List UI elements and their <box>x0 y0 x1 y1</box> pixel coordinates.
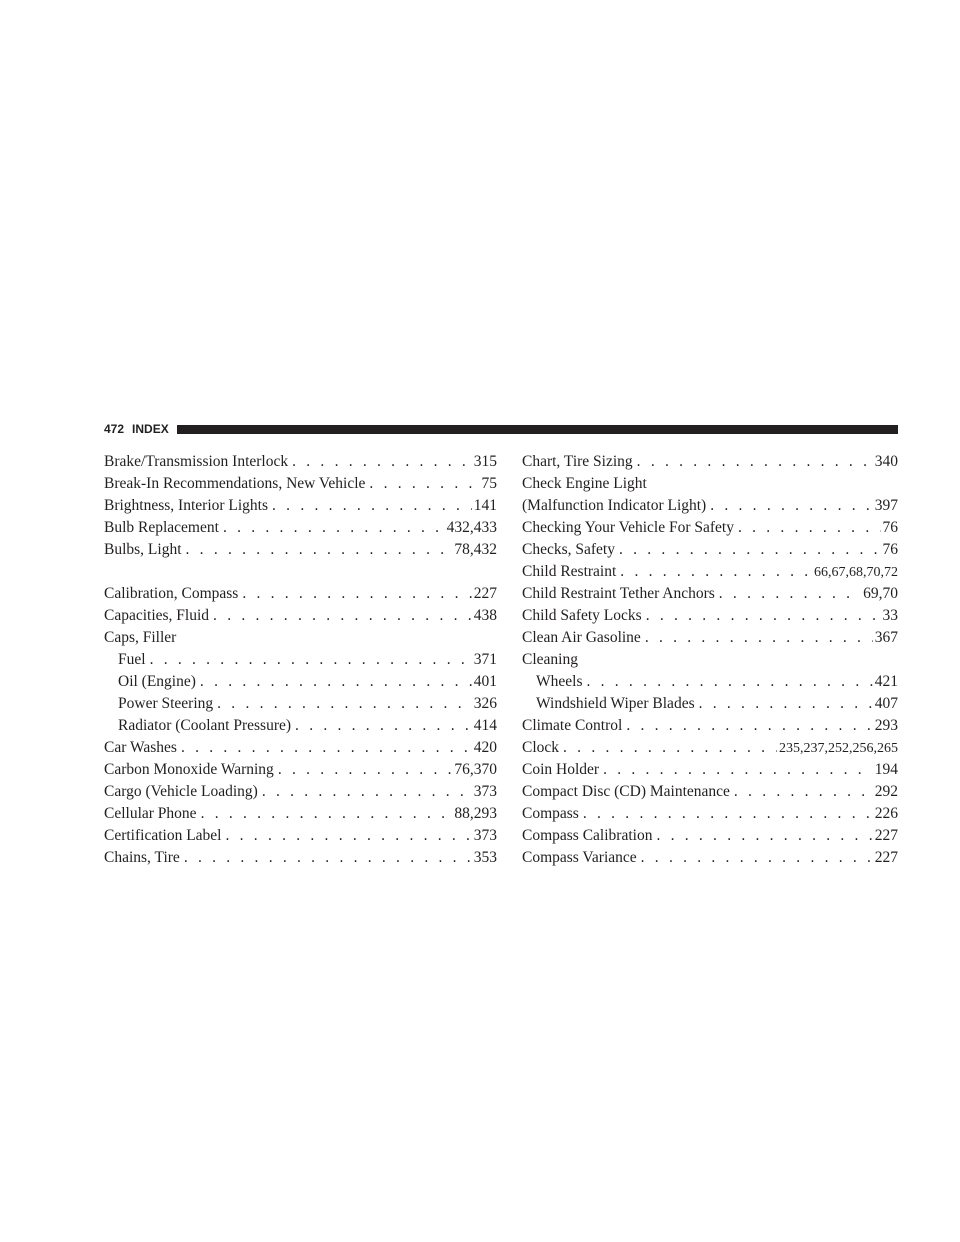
dot-leader <box>719 583 861 605</box>
index-entry <box>522 517 898 539</box>
entry-title: Coin Holder <box>522 761 600 778</box>
dot-leader <box>278 759 453 781</box>
section-title: INDEX <box>132 422 169 436</box>
dot-leader <box>563 737 777 759</box>
page-number: 472 <box>104 422 125 436</box>
index-entry <box>522 539 898 561</box>
dot-leader <box>738 517 881 539</box>
entry-title: Fuel <box>118 651 146 668</box>
dot-leader <box>603 759 873 781</box>
index-entry <box>104 781 497 803</box>
entry-page-ref: 194 <box>874 761 898 778</box>
dot-leader <box>710 495 873 517</box>
entry-page-ref: 76 <box>882 541 898 558</box>
entry-page-ref: 76 <box>882 519 898 536</box>
entry-page-ref: 371 <box>473 651 497 668</box>
dot-leader <box>583 803 873 825</box>
index-subentry <box>104 649 497 671</box>
entry-page-ref: 88,293 <box>454 805 497 822</box>
dot-leader <box>637 451 873 473</box>
dot-leader <box>213 605 472 627</box>
entry-page-ref: 326 <box>473 695 497 712</box>
entry-title: Chart, Tire Sizing <box>522 453 633 470</box>
dot-leader <box>699 693 873 715</box>
entry-page-ref: 373 <box>473 783 497 800</box>
entry-page-ref: 421 <box>874 673 898 690</box>
index-entry <box>522 759 898 781</box>
dot-leader <box>641 847 873 869</box>
entry-title: Compass Calibration <box>522 827 653 844</box>
entry-page-ref: 420 <box>473 739 497 756</box>
dot-leader <box>586 671 872 693</box>
dot-leader <box>181 737 472 759</box>
entry-page-ref: 69,70 <box>863 585 898 602</box>
entry-title: Chains, Tire <box>104 849 180 866</box>
entry-page-ref: 407 <box>874 695 898 712</box>
index-entry <box>522 451 898 473</box>
page-header <box>104 421 898 437</box>
index-spacer <box>104 561 497 583</box>
index-entry <box>522 825 898 847</box>
entry-title: Compass <box>522 805 579 822</box>
index-entry <box>104 847 497 869</box>
entry-title: Brightness, Interior Lights <box>104 497 269 514</box>
entry-title: Oil (Engine) <box>118 673 196 690</box>
dot-leader <box>656 825 872 847</box>
index-entry <box>522 737 898 759</box>
entry-title: Cellular Phone <box>104 805 197 822</box>
entry-title: Child Restraint Tether Anchors <box>522 585 715 602</box>
entry-page-ref: 315 <box>473 453 497 470</box>
entry-title: Power Steering <box>118 695 214 712</box>
entry-page-ref: 76,370 <box>454 761 497 778</box>
header-rule <box>177 425 898 434</box>
entry-page-ref: 432,433 <box>446 519 497 536</box>
index-entry <box>522 605 898 627</box>
dot-leader <box>184 847 472 869</box>
dot-leader <box>292 451 472 473</box>
entry-title: Bulbs, Light <box>104 541 182 558</box>
dot-leader <box>272 495 472 517</box>
entry-title: Compact Disc (CD) Maintenance <box>522 783 730 800</box>
index-subentry <box>104 671 497 693</box>
entry-page-ref: 141 <box>473 497 497 514</box>
entry-title: Certification Label <box>104 827 222 844</box>
index-entry <box>104 473 497 495</box>
dot-leader <box>645 627 873 649</box>
dot-leader <box>217 693 472 715</box>
index-subentry <box>104 693 497 715</box>
entry-page-ref: 226 <box>874 805 898 822</box>
dot-leader <box>200 671 472 693</box>
dot-leader <box>262 781 472 803</box>
dot-leader <box>626 715 872 737</box>
index-entry <box>522 715 898 737</box>
index-entry <box>522 803 898 825</box>
entry-page-ref: 438 <box>473 607 497 624</box>
dot-leader <box>223 517 445 539</box>
index-entry <box>104 583 497 605</box>
entry-title: Checks, Safety <box>522 541 615 558</box>
entry-title: Carbon Monoxide Warning <box>104 761 274 778</box>
entry-title: Car Washes <box>104 739 177 756</box>
index-entry <box>104 495 497 517</box>
entry-page-ref: 33 <box>882 607 898 624</box>
entry-page-ref: 373 <box>473 827 497 844</box>
entry-title: (Malfunction Indicator Light) <box>522 497 707 514</box>
entry-title: Bulb Replacement <box>104 519 219 536</box>
dot-leader <box>226 825 472 847</box>
index-column-left <box>104 451 497 869</box>
entry-title: Calibration, Compass <box>104 585 239 602</box>
entry-page-ref: 401 <box>473 673 497 690</box>
index-subentry <box>522 671 898 693</box>
index-entry <box>104 517 497 539</box>
entry-title: Checking Your Vehicle For Safety <box>522 519 734 536</box>
index-entry <box>104 803 497 825</box>
index-entry <box>522 781 898 803</box>
entry-title: Break-In Recommendations, New Vehicle <box>104 475 366 492</box>
index-entry <box>522 583 898 605</box>
entry-title: Child Restraint <box>522 563 617 580</box>
entry-page-ref: 66,67,68,70,72 <box>814 565 898 580</box>
dot-leader <box>734 781 873 803</box>
entry-title: Brake/Transmission Interlock <box>104 453 289 470</box>
dot-leader <box>150 649 472 671</box>
index-entry <box>522 495 898 517</box>
index-heading: Cleaning <box>522 651 578 668</box>
index-subentry <box>522 693 898 715</box>
dot-leader <box>242 583 471 605</box>
index-heading: Caps, Filler <box>104 629 177 646</box>
entry-title: Capacities, Fluid <box>104 607 210 624</box>
entry-title: Cargo (Vehicle Loading) <box>104 783 258 800</box>
entry-page-ref: 293 <box>874 717 898 734</box>
index-entry <box>104 825 497 847</box>
index-entry <box>104 605 497 627</box>
dot-leader <box>186 539 453 561</box>
entry-title: Windshield Wiper Blades <box>536 695 695 712</box>
entry-page-ref: 227 <box>874 827 898 844</box>
entry-page-ref: 227 <box>874 849 898 866</box>
entry-page-ref: 414 <box>473 717 497 734</box>
dot-leader <box>620 561 812 583</box>
entry-title: Compass Variance <box>522 849 637 866</box>
entry-page-ref: 75 <box>481 475 497 492</box>
entry-page-ref: 353 <box>473 849 497 866</box>
entry-title: Clean Air Gasoline <box>522 629 641 646</box>
entry-page-ref: 227 <box>473 585 497 602</box>
index-heading: Check Engine Light <box>522 475 647 492</box>
entry-title: Radiator (Coolant Pressure) <box>118 717 292 734</box>
entry-title: Climate Control <box>522 717 623 734</box>
entry-title: Clock <box>522 739 560 756</box>
index-entry <box>522 847 898 869</box>
dot-leader <box>201 803 453 825</box>
dot-leader <box>295 715 472 737</box>
entry-title: Wheels <box>536 673 583 690</box>
index-entry <box>104 759 497 781</box>
entry-page-ref: 78,432 <box>454 541 497 558</box>
dot-leader <box>369 473 479 495</box>
index-entry <box>104 451 497 473</box>
entry-page-ref: 367 <box>874 629 898 646</box>
index-column-right <box>522 451 898 869</box>
entry-title: Child Safety Locks <box>522 607 642 624</box>
index-entry <box>104 539 497 561</box>
entry-page-ref: 292 <box>874 783 898 800</box>
dot-leader <box>619 539 881 561</box>
index-entry <box>522 627 898 649</box>
dot-leader <box>646 605 881 627</box>
index-subentry <box>104 715 497 737</box>
entry-page-ref: 340 <box>874 453 898 470</box>
entry-page-ref: 397 <box>874 497 898 514</box>
entry-page-ref: 235,237,252,256,265 <box>779 741 898 756</box>
index-entry <box>104 737 497 759</box>
index-entry <box>522 561 898 583</box>
